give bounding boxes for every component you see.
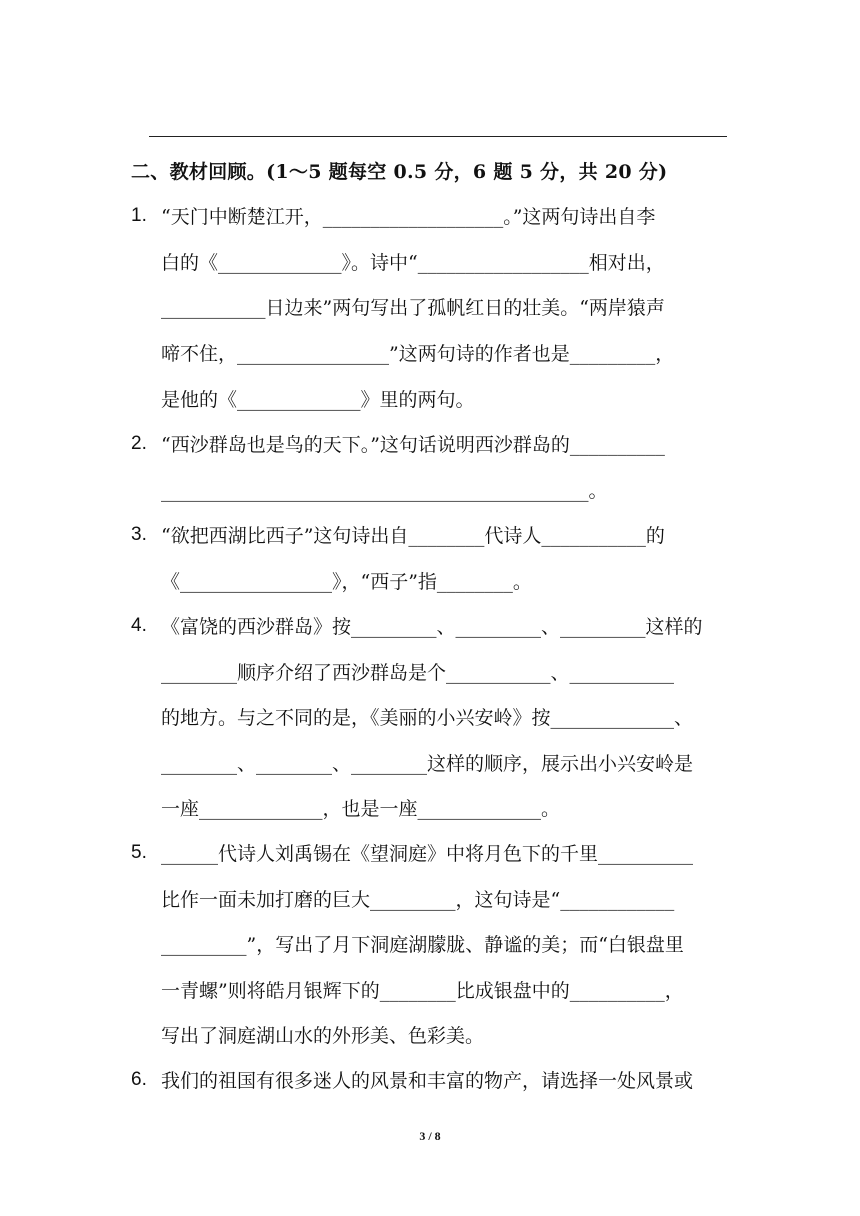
question-line: 《________________》，“西子”指________。 [161,571,532,593]
question-number: 1. [131,205,147,226]
question-line: 写出了洞庭湖山水的外形美、色彩美。 [161,1025,485,1047]
question-line: _____________________________________________。 [161,480,608,502]
question-number: 2. [131,433,147,454]
question-number: 3. [131,524,147,545]
question-line: “天门中断楚江开，___________________。”这两句诗出自李 [161,206,656,228]
question-line: “西沙群岛也是鸟的天下。”这句话说明西沙群岛的__________ [161,434,665,456]
page-number: 3 / 8 [419,1129,441,1143]
question-number: 4. [131,615,147,636]
question-line: “欲把西湖比西子”这句诗出自________代诗人___________的 [161,525,665,547]
question-line: 白的《_____________》。诗中“__________________相对出， [161,252,665,274]
question-line: 我们的祖国有很多迷人的风景和丰富的物产，请选择一处风景或 [161,1070,694,1092]
question-line: ______代诗人刘禹锡在《望洞庭》中将月色下的千里__________ [161,843,694,865]
question-line: 的地方。与之不同的是，《美丽的小兴安岭》按_____________、 [161,707,694,729]
section-heading: 二、教材回顾。(1～5 题每空 0.5 分，6 题 5 分，共 20 分) [131,161,668,183]
question-line: 啼不住，________________”这两句诗的作者也是_________， [161,343,675,365]
question-line: 一青螺”则将皓月银辉下的________比成银盘中的__________， [161,980,684,1002]
question-number: 6. [131,1069,147,1090]
question-line: _________”，写出了月下洞庭湖朦胧、静谧的美；而“白银盘里 [161,934,684,956]
question-line: ________、________、________这样的顺序，展示出小兴安岭是 [161,753,694,775]
question-line: 是他的《_____________》里的两句。 [161,389,475,411]
question-line: 比作一面未加打磨的巨大_________，这句诗是“____________ [161,889,675,911]
header-rule [149,136,727,137]
question-line: 一座_____________，也是一座_____________。 [161,798,561,820]
question-line: 《富饶的西沙群岛》按_________、_________、_________这样的 [161,616,703,638]
question-line: ________顺序介绍了西沙群岛是个___________、___________ [161,662,675,684]
question-line: ___________日边来”两句写出了孤帆红日的壮美。“两岸猿声 [161,297,665,319]
question-number: 5. [131,842,147,863]
